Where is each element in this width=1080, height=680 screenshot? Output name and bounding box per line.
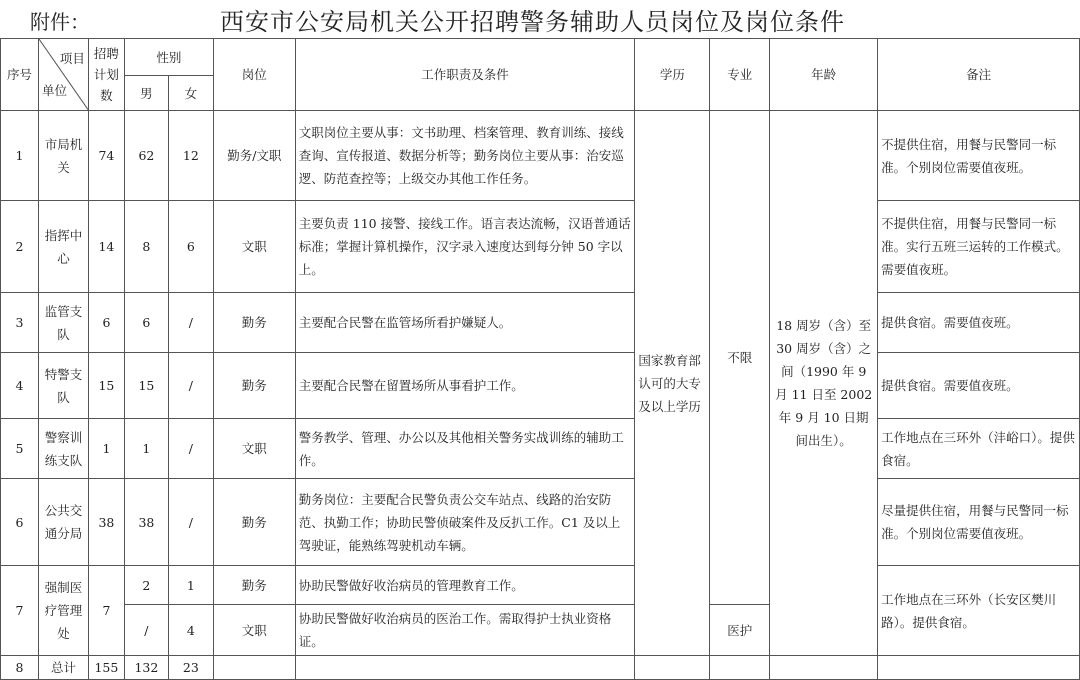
remark-text: 不提供住宿，用餐与民警同一标准。个别岗位需要值夜班。 xyxy=(878,111,1080,201)
remark-text: 提供食宿。需要值夜班。 xyxy=(878,293,1080,353)
duty-text: 协助民警做好收治病员的医治工作。需取得护士执业资格证。 xyxy=(295,605,635,656)
female-count: 12 xyxy=(168,111,213,201)
page-title: 西安市公安局机关公开招聘警务辅助人员岗位及岗位条件 xyxy=(220,8,845,36)
table-row xyxy=(1,293,1080,353)
male-count: 2 xyxy=(124,566,168,605)
diagonal-line xyxy=(39,39,88,111)
major-requirement: 医护 xyxy=(710,605,770,656)
total-label: 总计 xyxy=(38,656,88,680)
empty-cell xyxy=(770,656,878,680)
duty-text: 主要配合民警在留置场所从事看护工作。 xyxy=(295,353,635,419)
education-requirement: 国家教育部认可的大专及以上学历 xyxy=(635,111,710,656)
duty-text: 主要负责 110 接警、接线工作。语言表达流畅，汉语普通话标准；掌握计算机操作，汉字录入速度达到每分钟 50 字以上。 xyxy=(295,201,635,293)
header-item-unit xyxy=(38,39,88,111)
table-row xyxy=(1,353,1080,419)
row-no: 6 xyxy=(1,479,39,566)
male-count: 62 xyxy=(124,111,168,201)
table-row xyxy=(1,479,1080,566)
unit-name: 监管支队 xyxy=(38,293,88,353)
header-post: 岗位 xyxy=(213,39,295,111)
header-unit: 单位 xyxy=(41,82,67,98)
unit-name: 警察训练支队 xyxy=(38,419,88,479)
duty-text: 主要配合民警在监管场所看护嫌疑人。 xyxy=(295,293,635,353)
row-no: 8 xyxy=(1,656,39,680)
major-requirement: 不限 xyxy=(710,111,770,605)
duty-text: 勤务岗位：主要配合民警负责公交车站点、线路的治安防范、执勤工作；协助民警侦破案件及反扒工作。C1 及以上驾驶证，能熟练驾驶机动车辆。 xyxy=(295,479,635,566)
row-no: 3 xyxy=(1,293,39,353)
duty-text: 协助民警做好收治病员的管理教育工作。 xyxy=(295,566,635,605)
plan-count: 38 xyxy=(88,479,124,566)
header-plan: 招聘计划数 xyxy=(88,39,124,111)
unit-name: 公共交通分局 xyxy=(38,479,88,566)
table-row xyxy=(1,419,1080,479)
header-remark: 备注 xyxy=(878,39,1080,111)
duty-text: 警务教学、管理、办公以及其他相关警务实战训练的辅助工作。 xyxy=(295,419,635,479)
female-count: 6 xyxy=(168,201,213,293)
row-no: 7 xyxy=(1,566,39,656)
plan-count: 1 xyxy=(88,419,124,479)
plan-count: 14 xyxy=(88,201,124,293)
table-row xyxy=(1,566,1080,605)
age-requirement: 18 周岁（含）至30 周岁（含）之间（1990 年 9 月 11 日至 2002 年 9 月 10 日期间出生）。 xyxy=(770,111,878,656)
post-type: 勤务 xyxy=(213,353,295,419)
male-count: / xyxy=(124,605,168,656)
empty-cell xyxy=(213,656,295,680)
plan-count: 7 xyxy=(88,566,124,656)
male-count: 38 xyxy=(124,479,168,566)
post-type: 勤务 xyxy=(213,479,295,566)
header-female: 女 xyxy=(168,76,213,111)
post-type: 文职 xyxy=(213,201,295,293)
header-duty: 工作职责及条件 xyxy=(295,39,635,111)
female-count: 1 xyxy=(168,566,213,605)
male-count: 1 xyxy=(124,419,168,479)
total-row xyxy=(1,656,1080,680)
female-count: / xyxy=(168,353,213,419)
remark-text: 提供食宿。需要值夜班。 xyxy=(878,353,1080,419)
female-count: / xyxy=(168,479,213,566)
duty-text: 文职岗位主要从事：文书助理、档案管理、教育训练、接线查询、宣传报道、数据分析等；勤务岗位主要从事：治安巡逻、防范查控等；上级交办其他工作任务。 xyxy=(295,111,635,201)
empty-cell xyxy=(710,656,770,680)
empty-cell xyxy=(878,656,1080,680)
unit-name: 特警支队 xyxy=(38,353,88,419)
header-no: 序号 xyxy=(1,39,39,111)
male-count: 8 xyxy=(124,201,168,293)
unit-name: 强制医疗管理处 xyxy=(38,566,88,656)
header-age: 年龄 xyxy=(770,39,878,111)
empty-cell xyxy=(295,656,635,680)
row-no: 5 xyxy=(1,419,39,479)
female-count: 4 xyxy=(168,605,213,656)
header-edu: 学历 xyxy=(635,39,710,111)
post-type: 勤务 xyxy=(213,293,295,353)
header-male: 男 xyxy=(124,76,168,111)
remark-text: 不提供住宿，用餐与民警同一标准。实行五班三运转的工作模式。需要值夜班。 xyxy=(878,201,1080,293)
empty-cell xyxy=(635,656,710,680)
row-no: 4 xyxy=(1,353,39,419)
female-count: / xyxy=(168,419,213,479)
remark-text: 尽量提供住宿，用餐与民警同一标准。个别岗位需要值夜班。 xyxy=(878,479,1080,566)
post-type: 文职 xyxy=(213,605,295,656)
attachment-label: 附件： xyxy=(30,10,90,34)
row-no: 1 xyxy=(1,111,39,201)
male-count: 6 xyxy=(124,293,168,353)
unit-name: 指挥中心 xyxy=(38,201,88,293)
header-item: 项目 xyxy=(59,50,85,66)
total-plan: 155 xyxy=(88,656,124,680)
unit-name: 市局机关 xyxy=(38,111,88,201)
plan-count: 15 xyxy=(88,353,124,419)
plan-count: 74 xyxy=(88,111,124,201)
remark-text: 工作地点在三环外（沣峪口）。提供食宿。 xyxy=(878,419,1080,479)
document-title-bar xyxy=(0,0,1080,38)
table-row xyxy=(1,201,1080,293)
female-count: / xyxy=(168,293,213,353)
post-type: 文职 xyxy=(213,419,295,479)
male-count: 15 xyxy=(124,353,168,419)
plan-count: 6 xyxy=(88,293,124,353)
post-type: 勤务/文职 xyxy=(213,111,295,201)
positions-table xyxy=(0,38,1080,680)
total-male: 132 xyxy=(124,656,168,680)
header-gender: 性别 xyxy=(124,39,213,76)
header-row xyxy=(1,39,1080,76)
post-type: 勤务 xyxy=(213,566,295,605)
row-no: 2 xyxy=(1,201,39,293)
total-female: 23 xyxy=(168,656,213,680)
header-major: 专业 xyxy=(710,39,770,111)
table-row xyxy=(1,111,1080,201)
remark-text: 工作地点在三环外（长安区樊川路）。提供食宿。 xyxy=(878,566,1080,656)
